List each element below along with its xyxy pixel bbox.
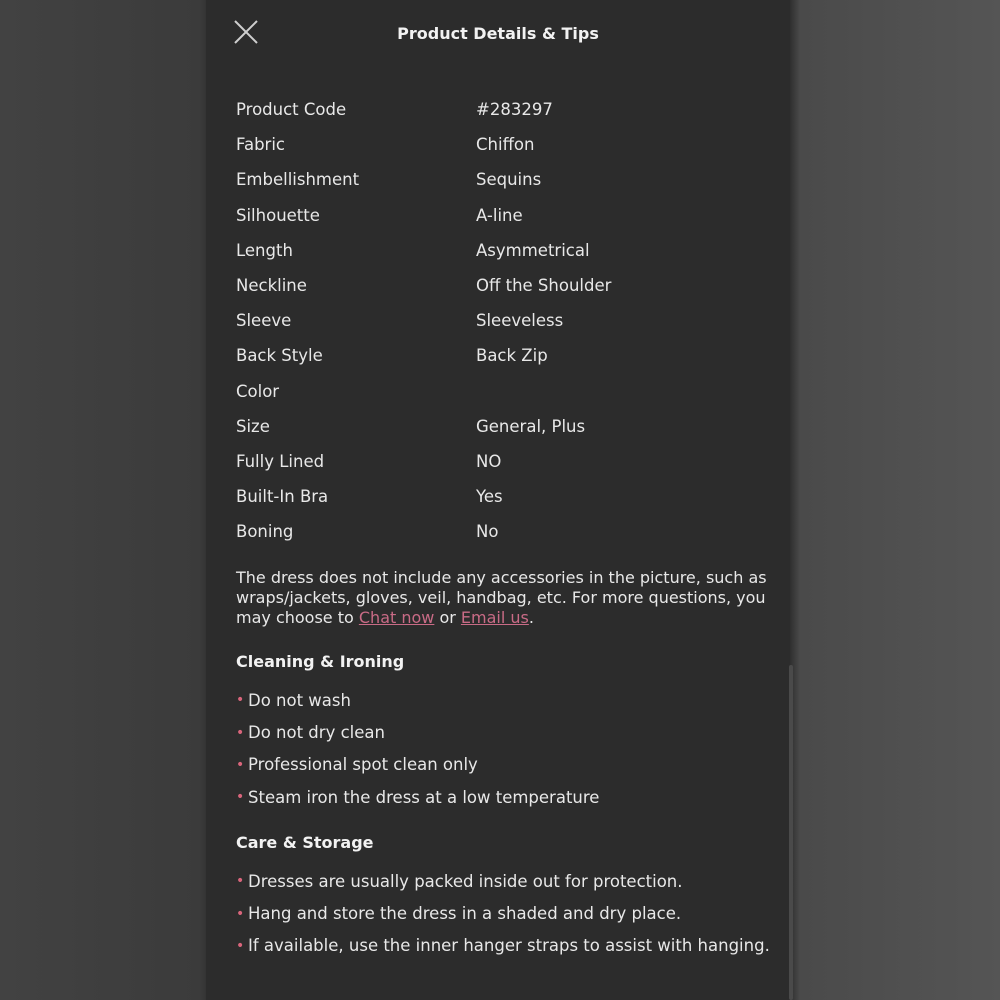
chat-now-link[interactable]: Chat now [358, 608, 435, 627]
detail-row [236, 514, 776, 549]
detail-label: Built-In Bra [236, 487, 329, 507]
detail-label: Length [236, 240, 293, 260]
detail-row [236, 198, 776, 233]
detail-row [236, 338, 776, 373]
detail-row [236, 92, 776, 127]
list-item-text: Steam iron the dress at a low temperature [248, 787, 600, 807]
detail-row [236, 444, 776, 479]
detail-row [236, 374, 776, 409]
list-item [236, 684, 776, 716]
bullet-dot-icon: • [236, 724, 245, 741]
detail-row [236, 303, 776, 338]
detail-label: Fabric [236, 135, 286, 155]
detail-value: Asymmetrical [476, 240, 590, 260]
detail-value: Yes [476, 487, 503, 507]
list-item [236, 716, 776, 748]
detail-label: Neckline [236, 276, 307, 296]
detail-value: Off the Shoulder [476, 276, 612, 296]
bullet-dot-icon: • [236, 905, 245, 922]
detail-label: Silhouette [236, 205, 320, 225]
detail-value: Back Zip [476, 346, 548, 366]
detail-row [236, 479, 776, 514]
detail-row [236, 162, 776, 197]
product-details-table [236, 92, 776, 549]
list-item-text: Do not dry clean [248, 723, 385, 743]
detail-label: Product Code [236, 100, 347, 120]
detail-row [236, 233, 776, 268]
note-text: The dress does not include any accessories in the picture, such as wraps/jackets, gloves, veil, handbag, etc. For more questions, you may choose to [236, 568, 767, 627]
detail-value: Chiffon [476, 135, 535, 155]
detail-value: Sleeveless [476, 311, 564, 331]
dialog-title: Product Details & Tips [397, 24, 599, 43]
detail-value: #283297 [476, 100, 553, 120]
detail-value: No [476, 522, 499, 542]
detail-row [236, 127, 776, 162]
list-item [236, 930, 776, 962]
detail-row [236, 268, 776, 303]
detail-row [236, 409, 776, 444]
detail-label: Embellishment [236, 170, 360, 190]
list-item [236, 865, 776, 897]
list-item [236, 749, 776, 781]
detail-label: Boning [236, 522, 294, 542]
scrollbar[interactable] [789, 665, 793, 1000]
detail-value: A-line [476, 205, 523, 225]
detail-label: Back Style [236, 346, 323, 366]
detail-value: NO [476, 451, 502, 471]
list-item-text: Professional spot clean only [248, 755, 478, 775]
note-text: or [434, 608, 461, 627]
bullet-dot-icon: • [236, 692, 245, 709]
list-item-text: Do not wash [248, 690, 351, 710]
list-item-text: Dresses are usually packed inside out for protection. [248, 871, 683, 891]
accessories-note [236, 568, 776, 628]
detail-value: General, Plus [476, 416, 586, 436]
cleaning-section-title: Cleaning & Ironing [236, 652, 405, 671]
detail-label: Color [236, 381, 280, 401]
email-us-link[interactable]: Email us [460, 608, 529, 627]
cleaning-list [236, 684, 776, 814]
bullet-dot-icon: • [236, 756, 245, 773]
detail-label: Size [236, 416, 270, 436]
bullet-dot-icon: • [236, 789, 245, 806]
note-text: . [528, 608, 534, 627]
list-item-text: Hang and store the dress in a shaded and dry place. [248, 904, 682, 924]
bullet-dot-icon: • [236, 873, 245, 890]
list-item [236, 781, 776, 813]
bullet-dot-icon: • [236, 937, 245, 954]
list-item-text: If available, use the inner hanger straps to assist with hanging. [248, 936, 770, 956]
detail-label: Sleeve [236, 311, 292, 331]
detail-label: Fully Lined [236, 451, 325, 471]
list-item [236, 897, 776, 929]
care-list [236, 865, 776, 962]
care-section-title: Care & Storage [236, 833, 374, 852]
detail-value: Sequins [476, 170, 542, 190]
